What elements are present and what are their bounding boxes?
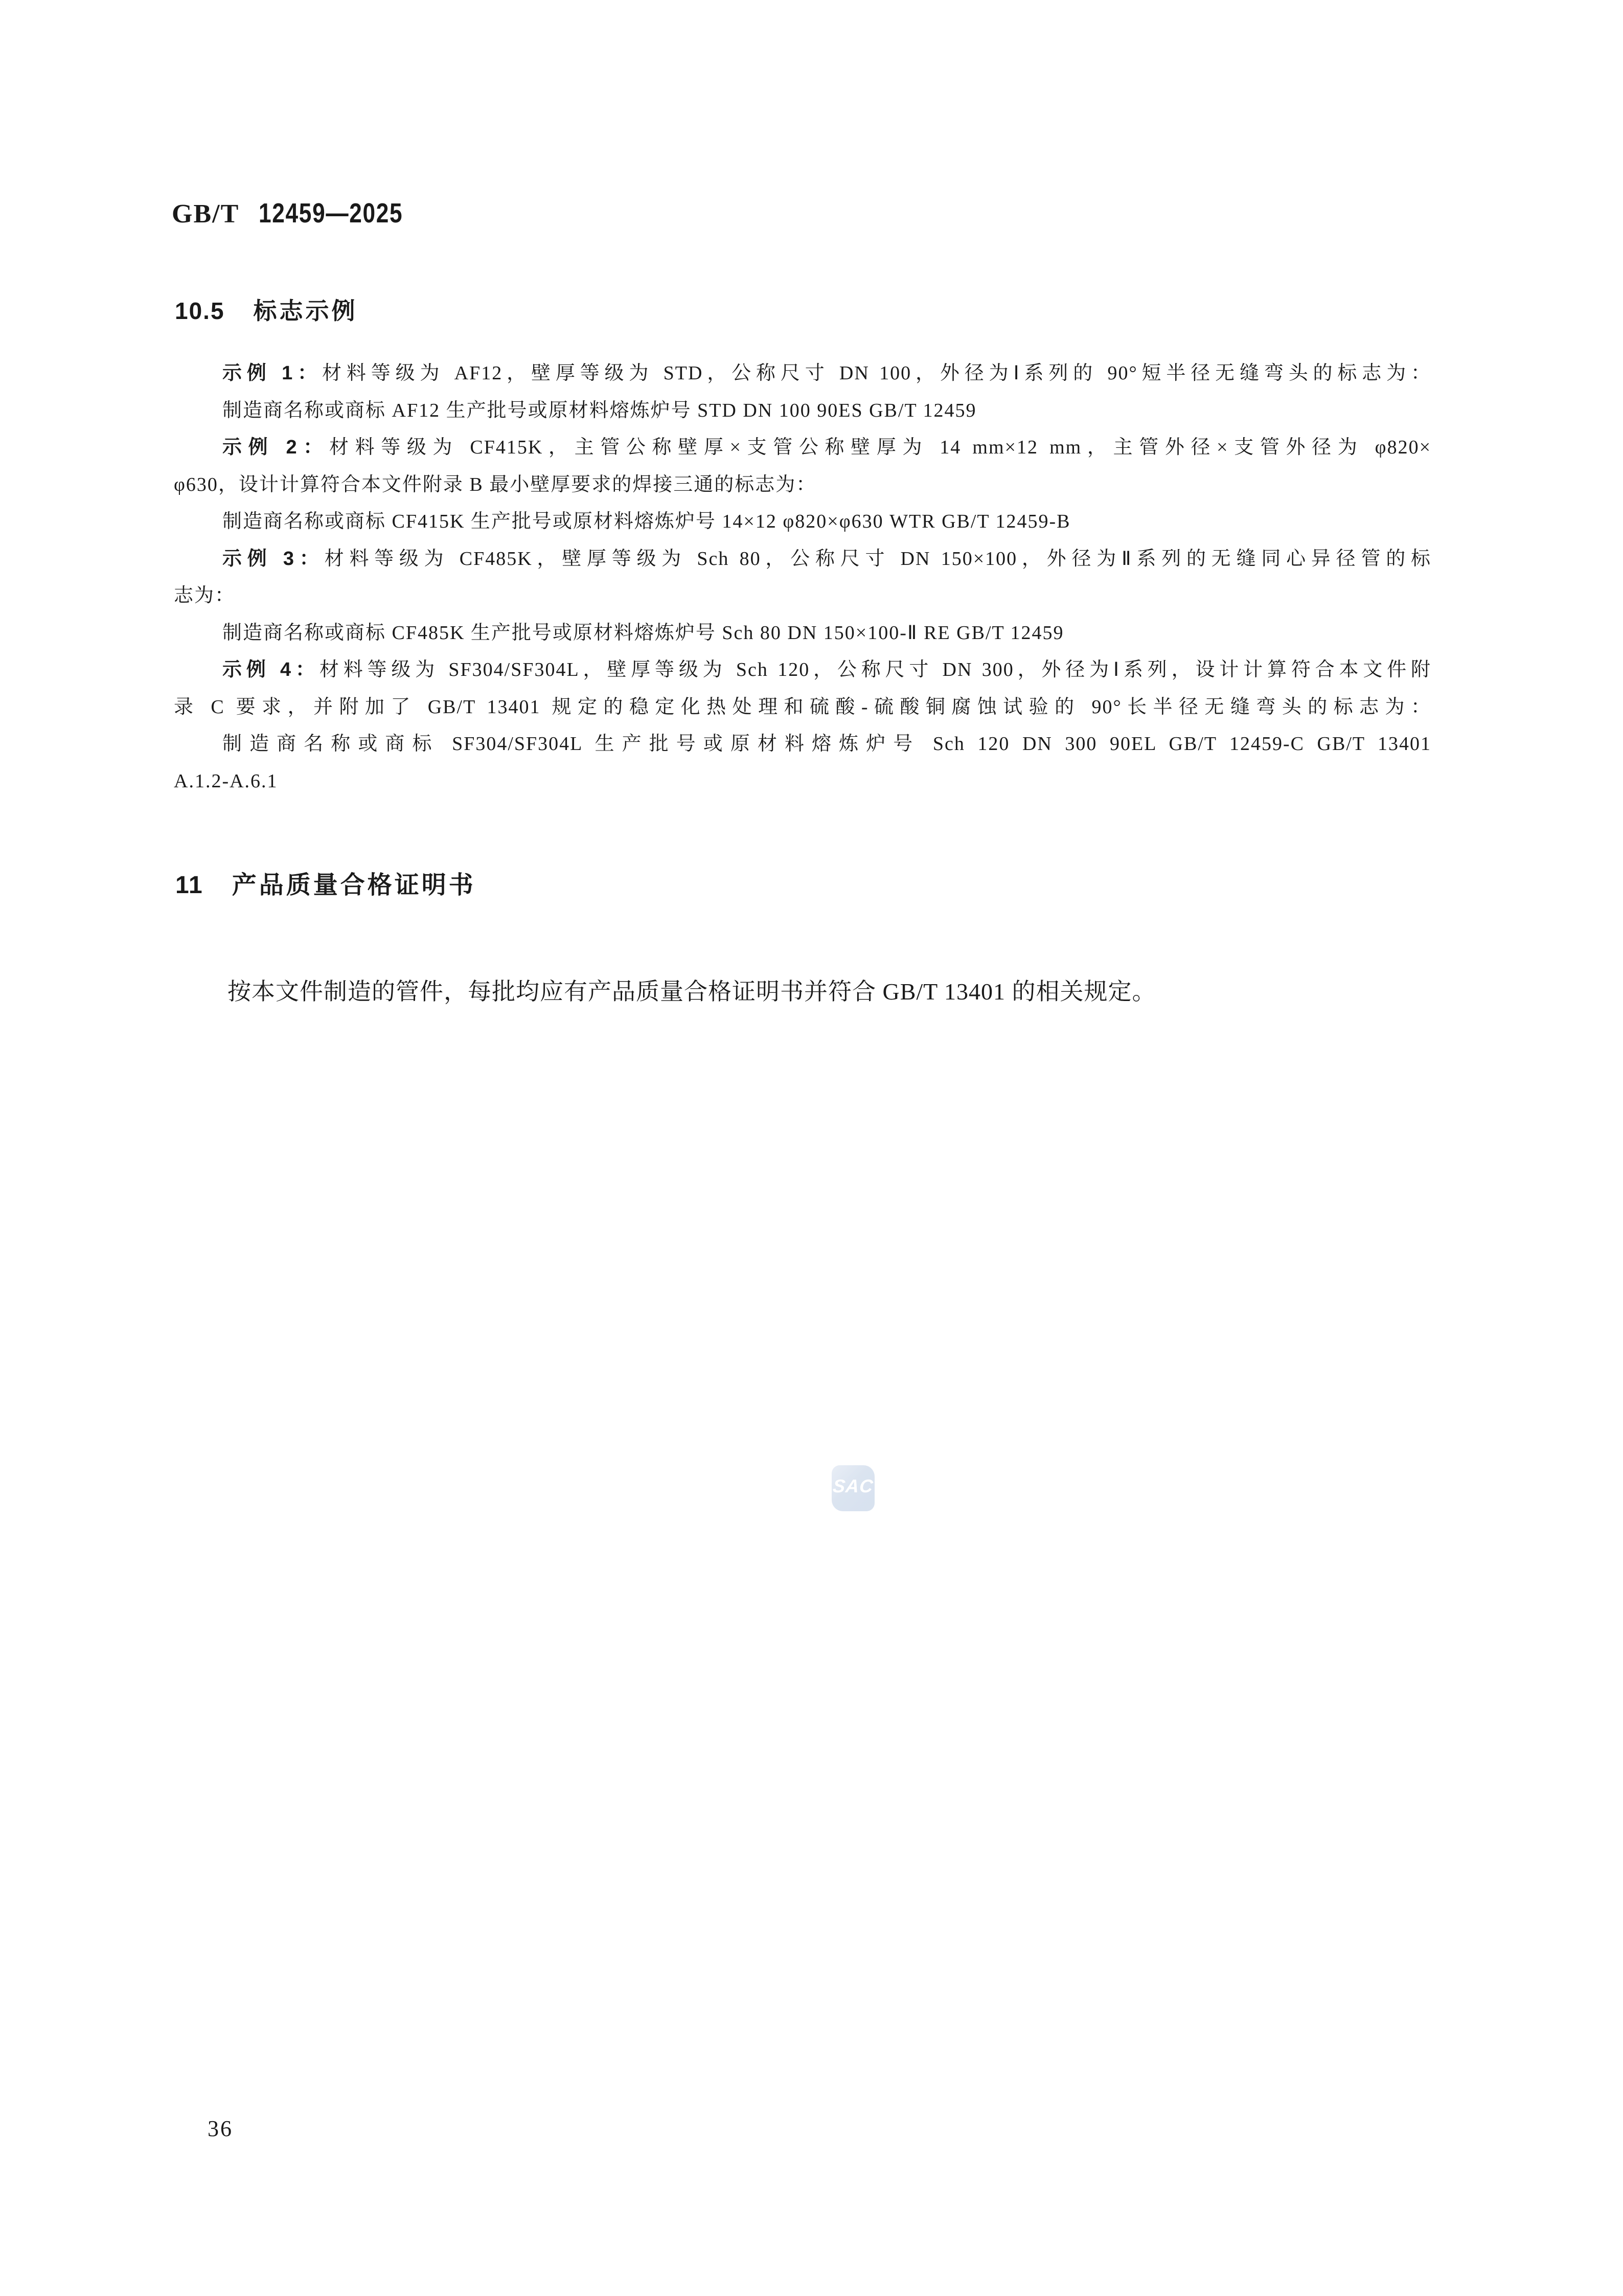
example-line [174,429,1431,466]
example-text: φ630，设计计算符合本文件附录 B 最小壁厚要求的焊接三通的标志为： [174,473,817,495]
doc-number-header [172,197,435,229]
section-number: 11 [175,872,203,899]
section-heading-10-5 [175,292,358,326]
page-number: 36 [208,2116,233,2141]
doc-number-prefix: GB/T [172,199,240,229]
section-title: 产品质量合格证明书 [232,872,476,899]
example-line [174,615,1431,652]
section-title: 标志示例 [253,298,358,324]
example-text: 志为： [174,585,236,606]
marking-examples-block [174,355,1431,800]
example-line [174,392,1431,429]
example-label: 示例 4： [222,659,319,680]
example-text: 制造商名称或商标 AF12 生产批号或原材料熔炼炉号 STD DN 100 90ES GB/T 12459 [222,399,977,421]
example-line [174,651,1431,689]
example-text: 材料等级为 CF485K，壁厚等级为 Sch 80，公称尺寸 DN 150×100，外径为Ⅱ系列的无缝同心异径管的标 [324,548,1431,570]
example-text: 制造商名称或商标 CF485K 生产批号或原材料熔炼炉号 Sch 80 DN 150×100-Ⅱ RE GB/T 12459 [222,622,1064,644]
example-line [174,725,1431,763]
example-text: 材料等级为 SF304/SF304L，壁厚等级为 Sch 120，公称尺寸 DN 300，外径为Ⅰ系列，设计计算符合本文件附 [319,659,1431,680]
example-text: A.1.2-A.6.1 [174,770,278,792]
example-text: 制造商名称或商标 SF304/SF304L 生产批号或原材料熔炼炉号 Sch 120 DN 300 90EL GB/T 12459-C GB/T 13401 [222,733,1431,755]
example-line [174,503,1431,540]
sac-watermark-text: SAC [832,1475,875,1496]
example-text: 录 C 要求，并附加了 GB/T 13401 规定的稳定化热处理和硫酸-硫酸铜腐蚀试验的 90°长半径无缝弯头的标志为： [174,696,1431,718]
example-text: 材料等级为 CF415K，主管公称壁厚×支管公称壁厚为 14 mm×12 mm，主管外径×支管外径为 φ820× [329,437,1431,458]
example-label: 示例 2： [222,437,329,458]
example-line [174,540,1431,578]
section-heading-11 [175,865,476,900]
doc-number-value: 12459—2025 [259,198,403,229]
example-label: 示例 3： [222,548,325,570]
example-text: 材料等级为 AF12，壁厚等级为 STD，公称尺寸 DN 100，外径为Ⅰ系列的 90°短半径无缝弯头的标志为： [322,362,1431,384]
example-label: 示例 1： [222,362,322,384]
section-11-paragraph: 按本文件制造的管件，每批均应有产品质量合格证明书并符合 GB/T 13401 的相关规定。 [227,979,1156,1005]
example-line [174,466,1431,504]
example-line [174,355,1431,392]
section-number: 10.5 [175,298,225,324]
example-line [174,763,1431,800]
sac-watermark-logo [832,1465,875,1511]
example-text: 制造商名称或商标 CF415K 生产批号或原材料熔炼炉号 14×12 φ820×φ630 WTR GB/T 12459-B [222,511,1071,532]
example-line [174,577,1431,615]
example-line [174,689,1431,726]
